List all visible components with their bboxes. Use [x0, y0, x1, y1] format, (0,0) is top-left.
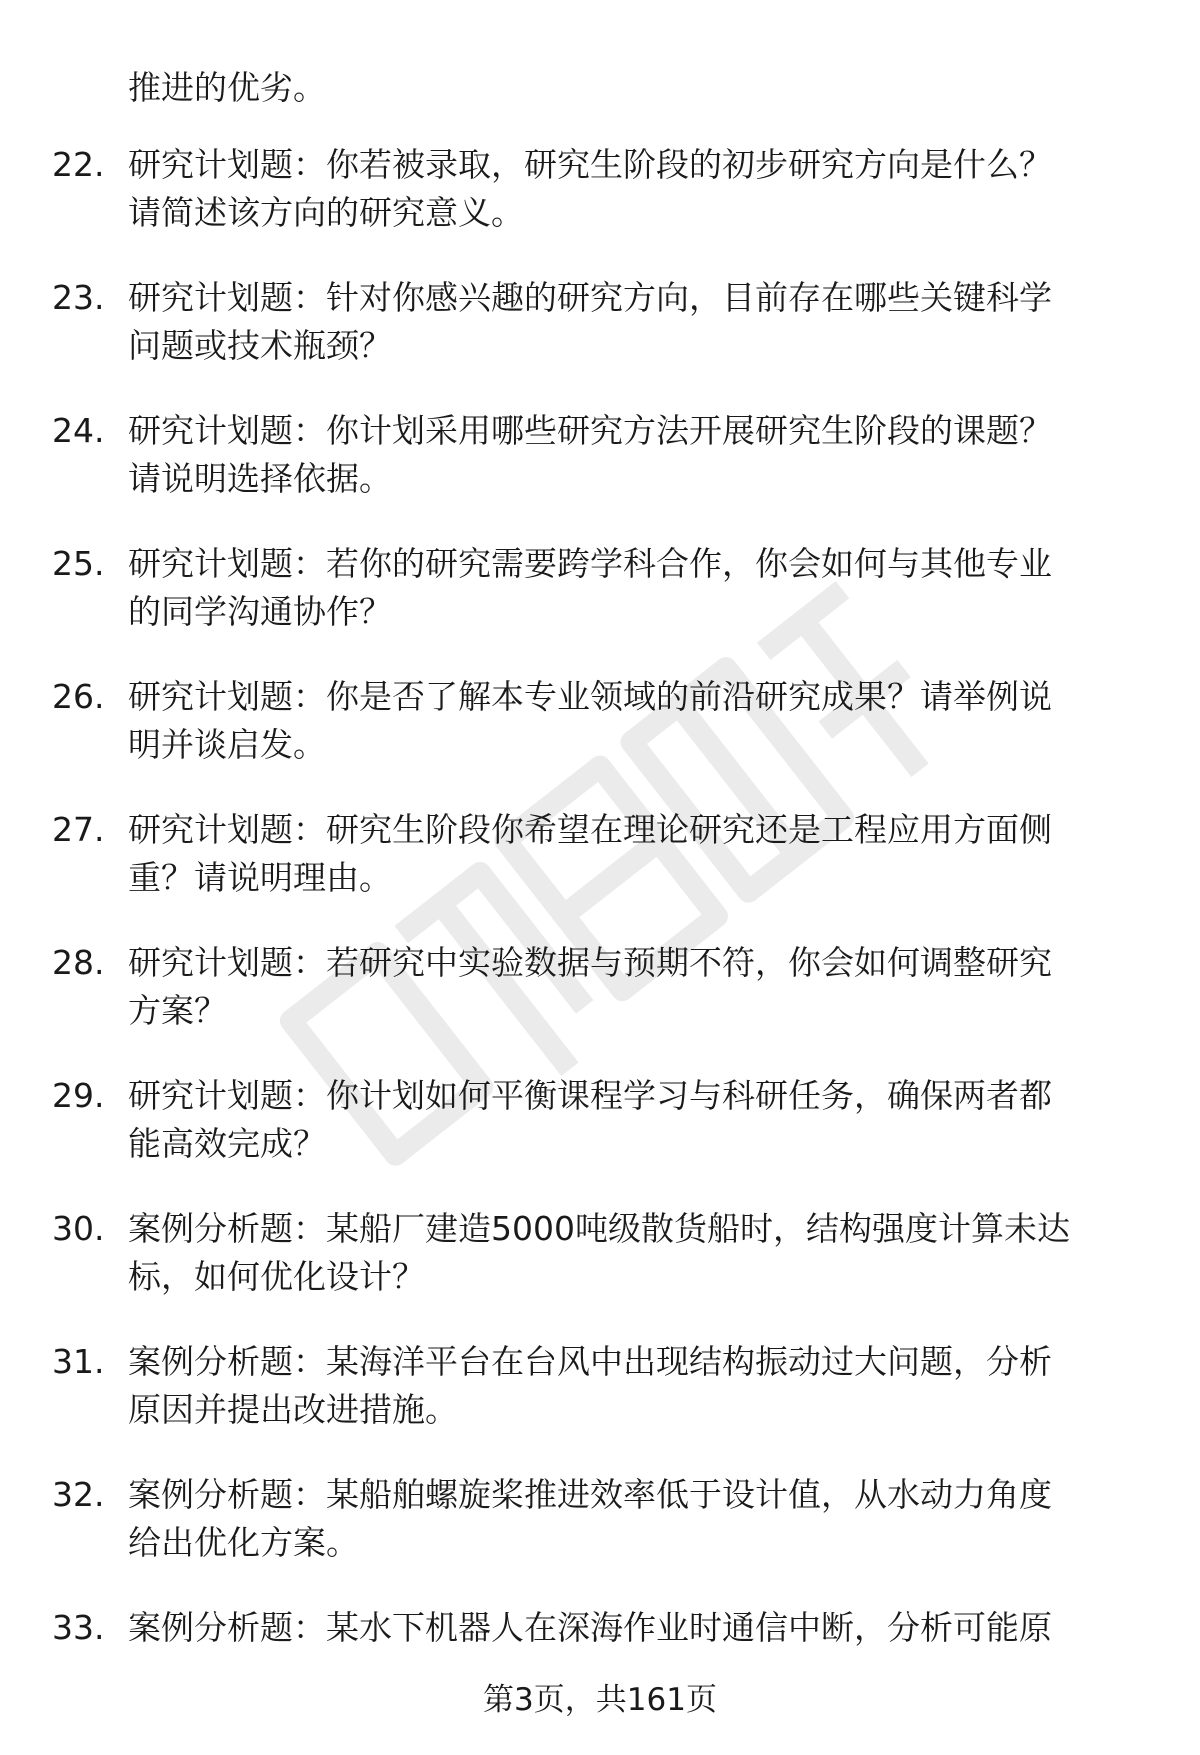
question-text — [128, 1072, 1153, 1168]
question-number: 28. — [52, 943, 105, 982]
question-category: 研究计划题 ： — [128, 1076, 326, 1115]
question-number: 31. — [52, 1342, 105, 1381]
question-number: 27. — [52, 810, 105, 849]
question-body: 你是否了解本专业领域的前沿研究成果？请举例说 — [326, 677, 1052, 716]
question-category: 研究计划题 ： — [128, 677, 326, 716]
list-item — [0, 407, 1200, 540]
question-category: 研究计划题 ： — [128, 544, 326, 583]
question-body-line2: 原因并提出改进措施。 — [128, 1390, 458, 1429]
question-body: 你若被录取，研究生阶段的初步研究方向是什么？ — [326, 145, 1052, 184]
question-category: 案例分析题 ： — [128, 1209, 326, 1248]
question-text — [128, 1205, 1153, 1301]
question-number: 32. — [52, 1475, 105, 1514]
question-text — [128, 141, 1153, 237]
question-body-line2: 重？请说明理由。 — [128, 858, 392, 897]
question-number: 29. — [52, 1076, 105, 1115]
question-body-line2: 的同学沟通协作？ — [128, 592, 392, 631]
question-body-line2: 问题或技术瓶颈？ — [128, 326, 392, 365]
question-text — [128, 540, 1153, 636]
question-text — [128, 407, 1153, 503]
question-body: 某水下机器人在深海作业时通信中断，分析可能原 — [326, 1608, 1052, 1647]
question-list — [0, 141, 1200, 1737]
question-body-line2: 能高效完成？ — [128, 1124, 326, 1163]
question-number: 24. — [52, 411, 105, 450]
question-body: 研究生阶段你希望在理论研究还是工程应用方面侧 — [326, 810, 1052, 849]
question-body: 若研究中实验数据与预期不符，你会如何调整研究 — [326, 943, 1052, 982]
question-body-line2: 给出优化方案。 — [128, 1523, 359, 1562]
question-body-line2: 明并谈启发。 — [128, 725, 326, 764]
question-text — [128, 939, 1153, 1035]
question-category: 研究计划题 ： — [128, 810, 326, 849]
question-body: 针对你感兴趣的研究方向，目前存在哪些关键科学 — [326, 278, 1052, 317]
question-text — [128, 274, 1153, 370]
question-body-line2: 请简述该方向的研究意义。 — [128, 193, 524, 232]
list-item — [0, 1205, 1200, 1338]
list-item — [0, 540, 1200, 673]
list-item — [0, 1072, 1200, 1205]
list-item — [0, 806, 1200, 939]
question-category: 研究计划题 ： — [128, 411, 326, 450]
question-text — [128, 1604, 1153, 1652]
question-category: 案例分析题 ： — [128, 1475, 326, 1514]
question-number: 26. — [52, 677, 105, 716]
question-category: 案例分析题 ： — [128, 1342, 326, 1381]
list-item — [0, 141, 1200, 274]
question-body-line2: 标，如何优化设计？ — [128, 1257, 425, 1296]
question-category: 研究计划题 ： — [128, 943, 326, 982]
question-number: 22. — [52, 145, 105, 184]
question-category: 研究计划题 ： — [128, 145, 326, 184]
question-number: 25. — [52, 544, 105, 583]
question-text — [128, 673, 1153, 769]
question-text — [128, 1471, 1153, 1567]
list-item — [0, 939, 1200, 1072]
question-text — [128, 1338, 1153, 1434]
question-category: 研究计划题 ： — [128, 278, 326, 317]
list-item — [0, 274, 1200, 407]
question-text — [128, 806, 1153, 902]
question-category: 案例分析题 ： — [128, 1608, 326, 1647]
list-item — [0, 1338, 1200, 1471]
continued-question-text: 推进的优劣。 — [128, 68, 326, 107]
question-body: 若你的研究需要跨学科合作，你会如何与其他专业 — [326, 544, 1052, 583]
question-body-line2: 方案？ — [128, 991, 227, 1030]
list-item — [0, 673, 1200, 806]
page-footer: 第3页，共161页 — [483, 1682, 717, 1718]
question-number: 23. — [52, 278, 105, 317]
question-body: 你计划如何平衡课程学习与科研任务，确保两者都 — [326, 1076, 1052, 1115]
question-number: 33. — [52, 1608, 105, 1647]
question-number: 30. — [52, 1209, 105, 1248]
question-body: 某船厂建造5000吨级散货船时，结构强度计算未达 — [326, 1209, 1070, 1248]
question-body: 某海洋平台在台风中出现结构振动过大问题，分析 — [326, 1342, 1052, 1381]
question-body: 你计划采用哪些研究方法开展研究生阶段的课题？ — [326, 411, 1052, 450]
question-body-line2: 请说明选择依据。 — [128, 459, 392, 498]
question-body: 某船舶螺旋桨推进效率低于设计值，从水动力角度 — [326, 1475, 1052, 1514]
list-item — [0, 1471, 1200, 1604]
